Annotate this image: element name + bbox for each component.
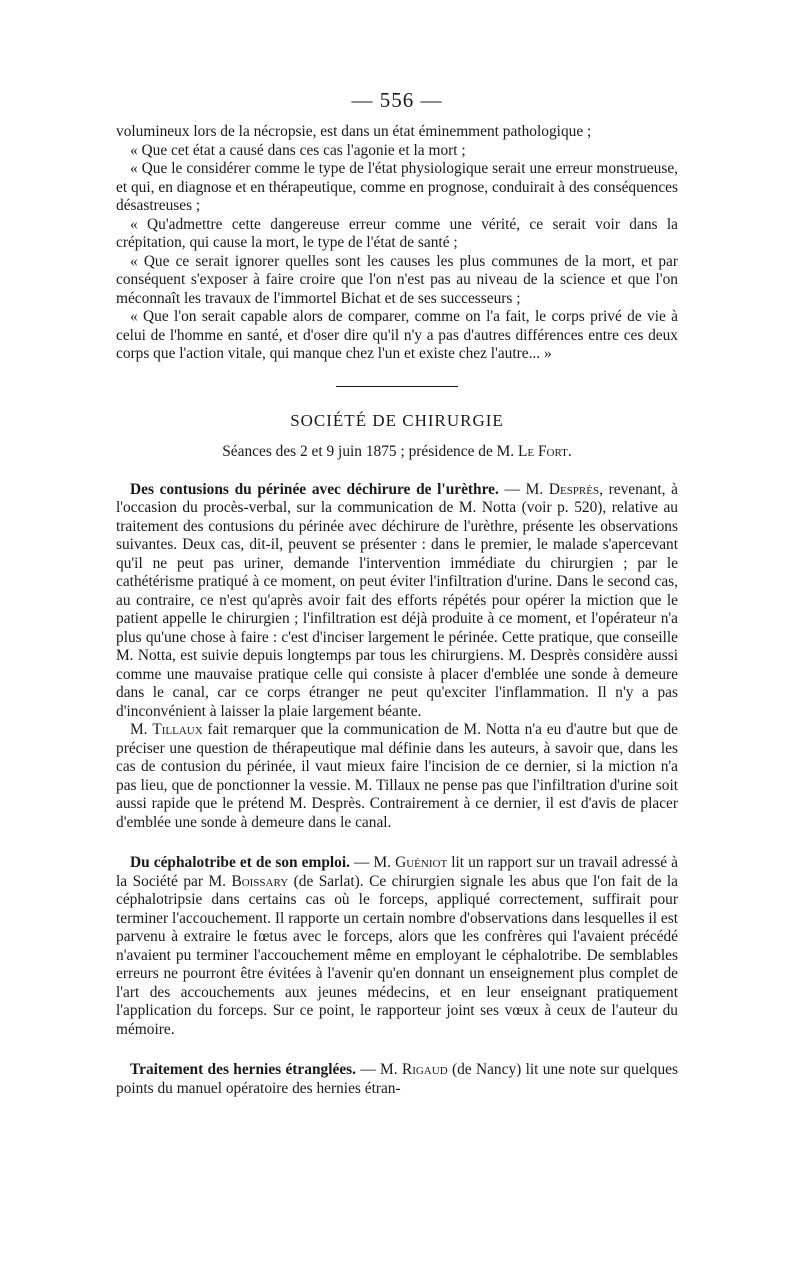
heading-dash: — M. <box>356 1061 402 1078</box>
section-divider <box>336 386 458 387</box>
section-paragraph <box>116 854 678 1039</box>
quote-paragraph: « Que ce serait ignorer quelles sont les causes les plus communes de la mort, et par conséquent s'exposer à faire croire que l'on n'est pas au niveau de la science et que l'on méconnaît les travaux de l'immortel Bichat et de ses successeurs ; <box>116 252 678 307</box>
section-heading: Du céphalotribe et de son emploi. <box>130 854 350 871</box>
author-name: Boissary <box>231 872 289 890</box>
session-president: Le Fort <box>518 442 568 460</box>
session-text: Séances des 2 et 9 juin 1875 ; présidence de M. <box>222 442 519 460</box>
para-prefix: M. <box>130 721 153 738</box>
section-body: fait remarquer que la communication de M. Notta n'a eu d'autre but que de préciser une question de thérapeutique mal définie dans les auteurs, à savoir que, dans les cas de contusion du périnée, il vaut mieux faire l'incision de ce dernier, si la miction n'a pas lieu, que de ponctionner la vessie. M. Tillaux ne pense pas que l'infiltration d'urine soit aussi rapide que le prétend M. Desprès. Contrairement à ce dernier, il est d'avis de placer d'emblée une sonde à demeure dans le canal. <box>116 721 678 831</box>
section-paragraph <box>116 481 678 722</box>
quote-paragraph: « Qu'admettre cette dangereuse erreur comme une vérité, ce serait voir dans la crépitation, qui cause la mort, le type de l'état de santé ; <box>116 215 678 251</box>
quote-paragraph: « Que l'on serait capable alors de comparer, comme on l'a fait, le corps privé de vie à celui de l'homme en santé, et d'oser dire qu'il n'y a pas d'autres différences entre ces deux corps que l'action vitale, qui manque chez l'un et existe chez l'autre... » <box>116 308 678 362</box>
section-text: lit un rapport sur un travail adressé à la Société par M. <box>116 854 678 890</box>
section-body: (de Sarlat). Ce chirurgien signale les abus que l'on fait de la céphalotripsie dans certains cas où le forceps, appliqué correctement, suffirait pour terminer l'accouchement. Il rapporte un certain nombre d'observations dans lesquelles il est parvenu à extraire le fœtus avec le forceps, alors que les confrères qui l'avaient précédé n'avaient pu terminer l'accouchement même en employant le céphalotribe. De semblables erreurs ne pourront être évitées à l'avenir qu'en donnant un enseignement plus complet de l'art des accouchements aux jeunes médecins, et en leur enseignant pratiquement l'application du forceps. Sur ce point, le rapporteur joint ses vœux à ceux de l'auteur du mémoire. <box>116 872 678 1038</box>
society-title: SOCIÉTÉ DE CHIRURGIE <box>290 410 504 430</box>
page-number: — 556 — <box>351 88 443 112</box>
heading-dash: — M. <box>349 854 396 871</box>
section-heading: Traitement des hernies étranglées. <box>130 1061 356 1078</box>
speaker-name: Guéniot <box>395 854 448 871</box>
heading-dash: — M. <box>498 480 549 498</box>
speaker-name: Desprès <box>548 480 600 498</box>
section-gap <box>116 1039 678 1061</box>
section-body: , revenant, à l'occasion du procès-verbal, sur la communication de M. Notta (voir p. 520), relative au traitement des contusions du périnée avec déchirure de l'urèthre, présente les observations suivantes. Deux cas, dit-il, peuvent se présenter : dans le premier, le malade s'apercevant qu'il ne peut pas uriner, demande l'intervention immédiate du chirurgien ; par le cathétérisme pratiqué à ce moment, on peut éviter l'infiltration d'urine. Dans le second cas, au contraire, ce n'est qu'après avoir fait des efforts répétés pour opérer la miction que le patient appelle le chirurgien ; l'infiltration est déjà produite à ce moment, et l'opérateur n'a plus qu'une chose à faire : c'est d'inciser largement le périnée. Cette pratique, que conseille M. Notta, est suivie depuis longtemps par tous les chirurgiens. M. Desprès considère aussi comme une mauvaise pratique celle qui consiste à placer d'emblée une sonde à demeure dans le canal, car ce corps étranger ne peut qu'exciter l'inflammation. Il n'y a pas d'inconvénient à laisser la plaie largement béante. <box>116 480 678 720</box>
speaker-name: Tillaux <box>152 721 203 738</box>
quote-paragraph: « Que le considérer comme le type de l'état physiologique serait une erreur monstrueuse, et qui, en diagnose et en thérapeutique, comme en prognose, conduirait à des conséquences désastreuses ; <box>116 160 678 214</box>
section-paragraph <box>116 1061 678 1098</box>
section-gap <box>116 832 678 854</box>
speaker-name: Rigaud <box>401 1061 448 1078</box>
section-heading: Des contusions du périnée avec déchirure de l'urèthre. <box>130 480 499 498</box>
session-end: . <box>567 442 572 460</box>
section-paragraph <box>116 721 678 832</box>
session-line <box>116 443 678 461</box>
opening-paragraph: volumineux lors de la nécropsie, est dans un état éminemment pathologique ; <box>116 123 592 140</box>
section-body: (de Nancy) lit une note sur quelques points du manuel opératoire des hernies étran- <box>116 1061 679 1097</box>
quote-paragraph: « Que cet état a causé dans ces cas l'agonie et la mort ; <box>130 141 466 159</box>
